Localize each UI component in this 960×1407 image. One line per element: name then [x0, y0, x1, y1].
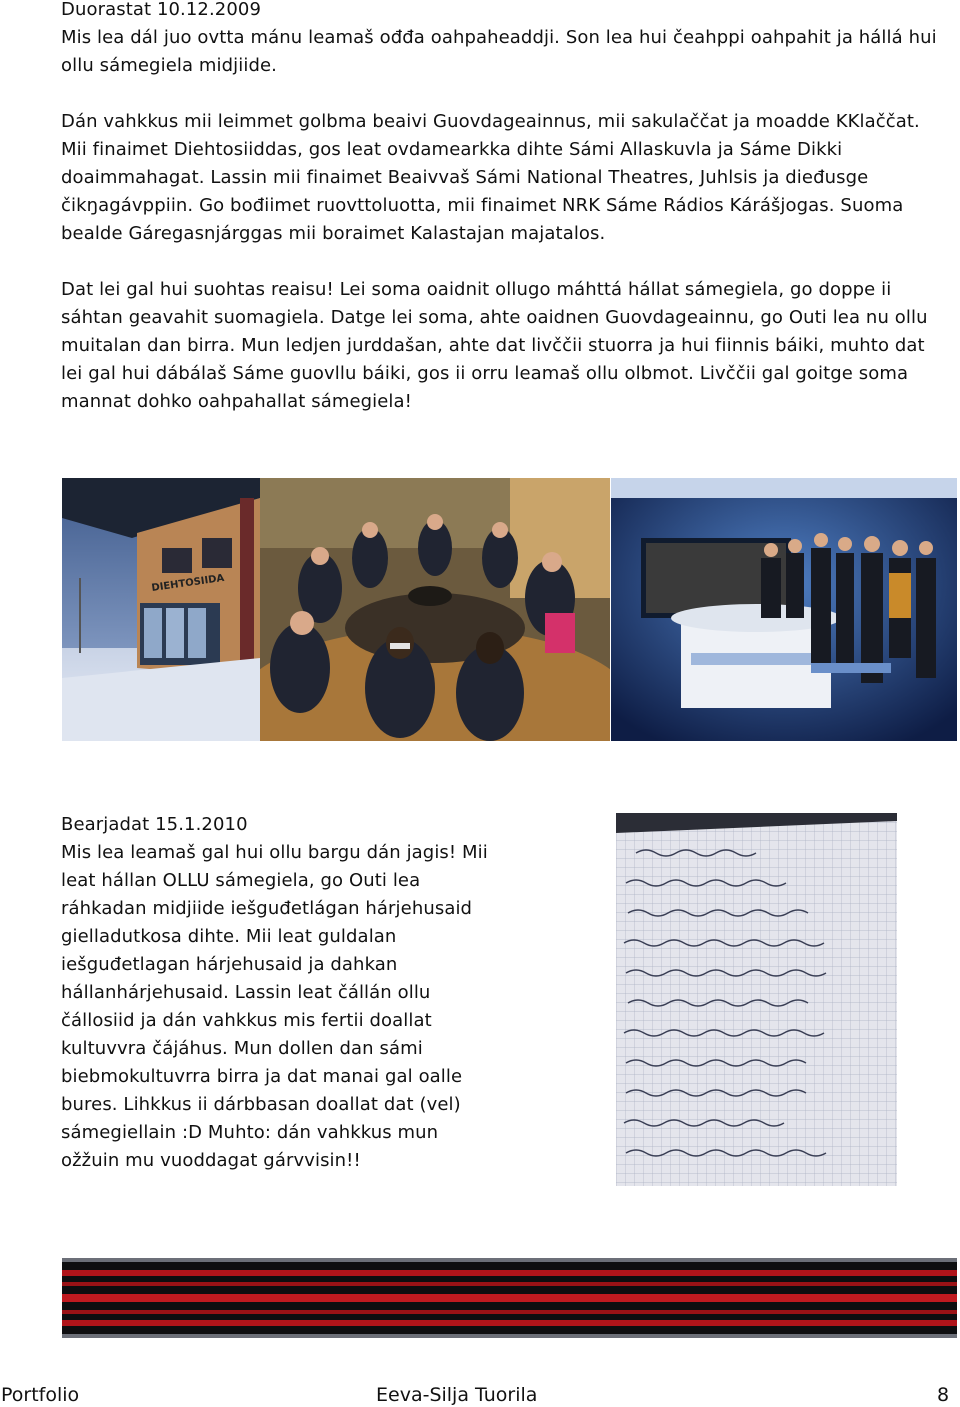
- photo-handwritten-notebook: [616, 813, 897, 1186]
- entry-1-paragraph-1: Mis lea dál juo ovtta mánu leamaš ođđa oahpaheaddji. Son lea hui čeahppi oahpahit ja hállá hui ollu sámegiela midjiide.: [61, 27, 937, 76]
- entry-2-date: Bearjadat 15.1.2010: [61, 814, 248, 835]
- photo-group-circle: [260, 478, 610, 741]
- photo-tv-studio-group: [611, 478, 957, 741]
- entry-1-date: Duorastat 10.12.2009: [61, 0, 262, 20]
- entry-2: [61, 811, 581, 1175]
- footer-author: Eeva-Silja Tuorila: [376, 1384, 538, 1406]
- photo-woven-band: [62, 1258, 957, 1338]
- building-sign: DIEHTOSIIDA: [150, 572, 225, 594]
- entry-2-text: Mis lea leamaš gal hui ollu bargu dán jagis! Mii leat hállan OLLU sámegiela, go Outi lea ráhkadan midjiide iešguđetlágan hárjehusaid gielladutkosa dihte. Mii leat guldalan iešguđetlagan hárjehusaid ja dahkan hállanhárjehusaid. Lassin leat čállán ollu čállosiid ja dán vahkkus mis fertii doallat kultuvvra čájáhus. Mun dollen dan sámi biebmokultuvrra birra ja dat manai gal oalle bures. Lihkkus ii dárbbasan doallat dat (vel) sámegiellain :D Muhto: dán vahkkus mun ožžuin mu vuoddagat gárvvisin!!: [61, 842, 488, 1171]
- entry-1-paragraph-3: Dat lei gal hui suohtas reaisu! Lei soma oaidnit ollugo máhttá hállat sámegiela, go doppe ii sáhtan geavahit suomagiela. Datge lei soma, ahte oaidnen Guovdageainnu, go Outi lea nu ollu muitalan dan birra. Mun ledjen jurddašan, ahte dat livččii stuorra ja hui fiinnis báiki, muhto dat lei gal hui dábálaš Sáme guovllu báiki, gos ii orru leamaš ollu olbmot. Livččii gal goitge soma mannat dohko oahpahallat sámegiela!: [61, 279, 928, 412]
- page-number: 8: [937, 1384, 950, 1406]
- footer-left: Portfolio: [1, 1384, 80, 1406]
- entry-1-paragraph-2: Dán vahkkus mii leimmet golbma beaivi Guovdageainnus, mii sakulaččat ja moadde KKlaččat. Mii finaimet Diehtosiiddas, gos leat ovdamearkka dihte Sámi Allaskuvla ja Sáme Dikki doaimmahagat. Lassin mii finaimet Beaivvaš Sámi National Theatres, Juhlsis ja dieđusge čikŋagávppiin. Go bođiimet ruovttoluotta, mii finaimet NRK Sáme Rádios Kárášjogas. Suoma bealde Gáregasnjárggas mii boraimet Kalastajan majatalos.: [61, 111, 920, 244]
- photo-diehtosiida-building: [62, 478, 260, 741]
- entry-1: [61, 0, 960, 416]
